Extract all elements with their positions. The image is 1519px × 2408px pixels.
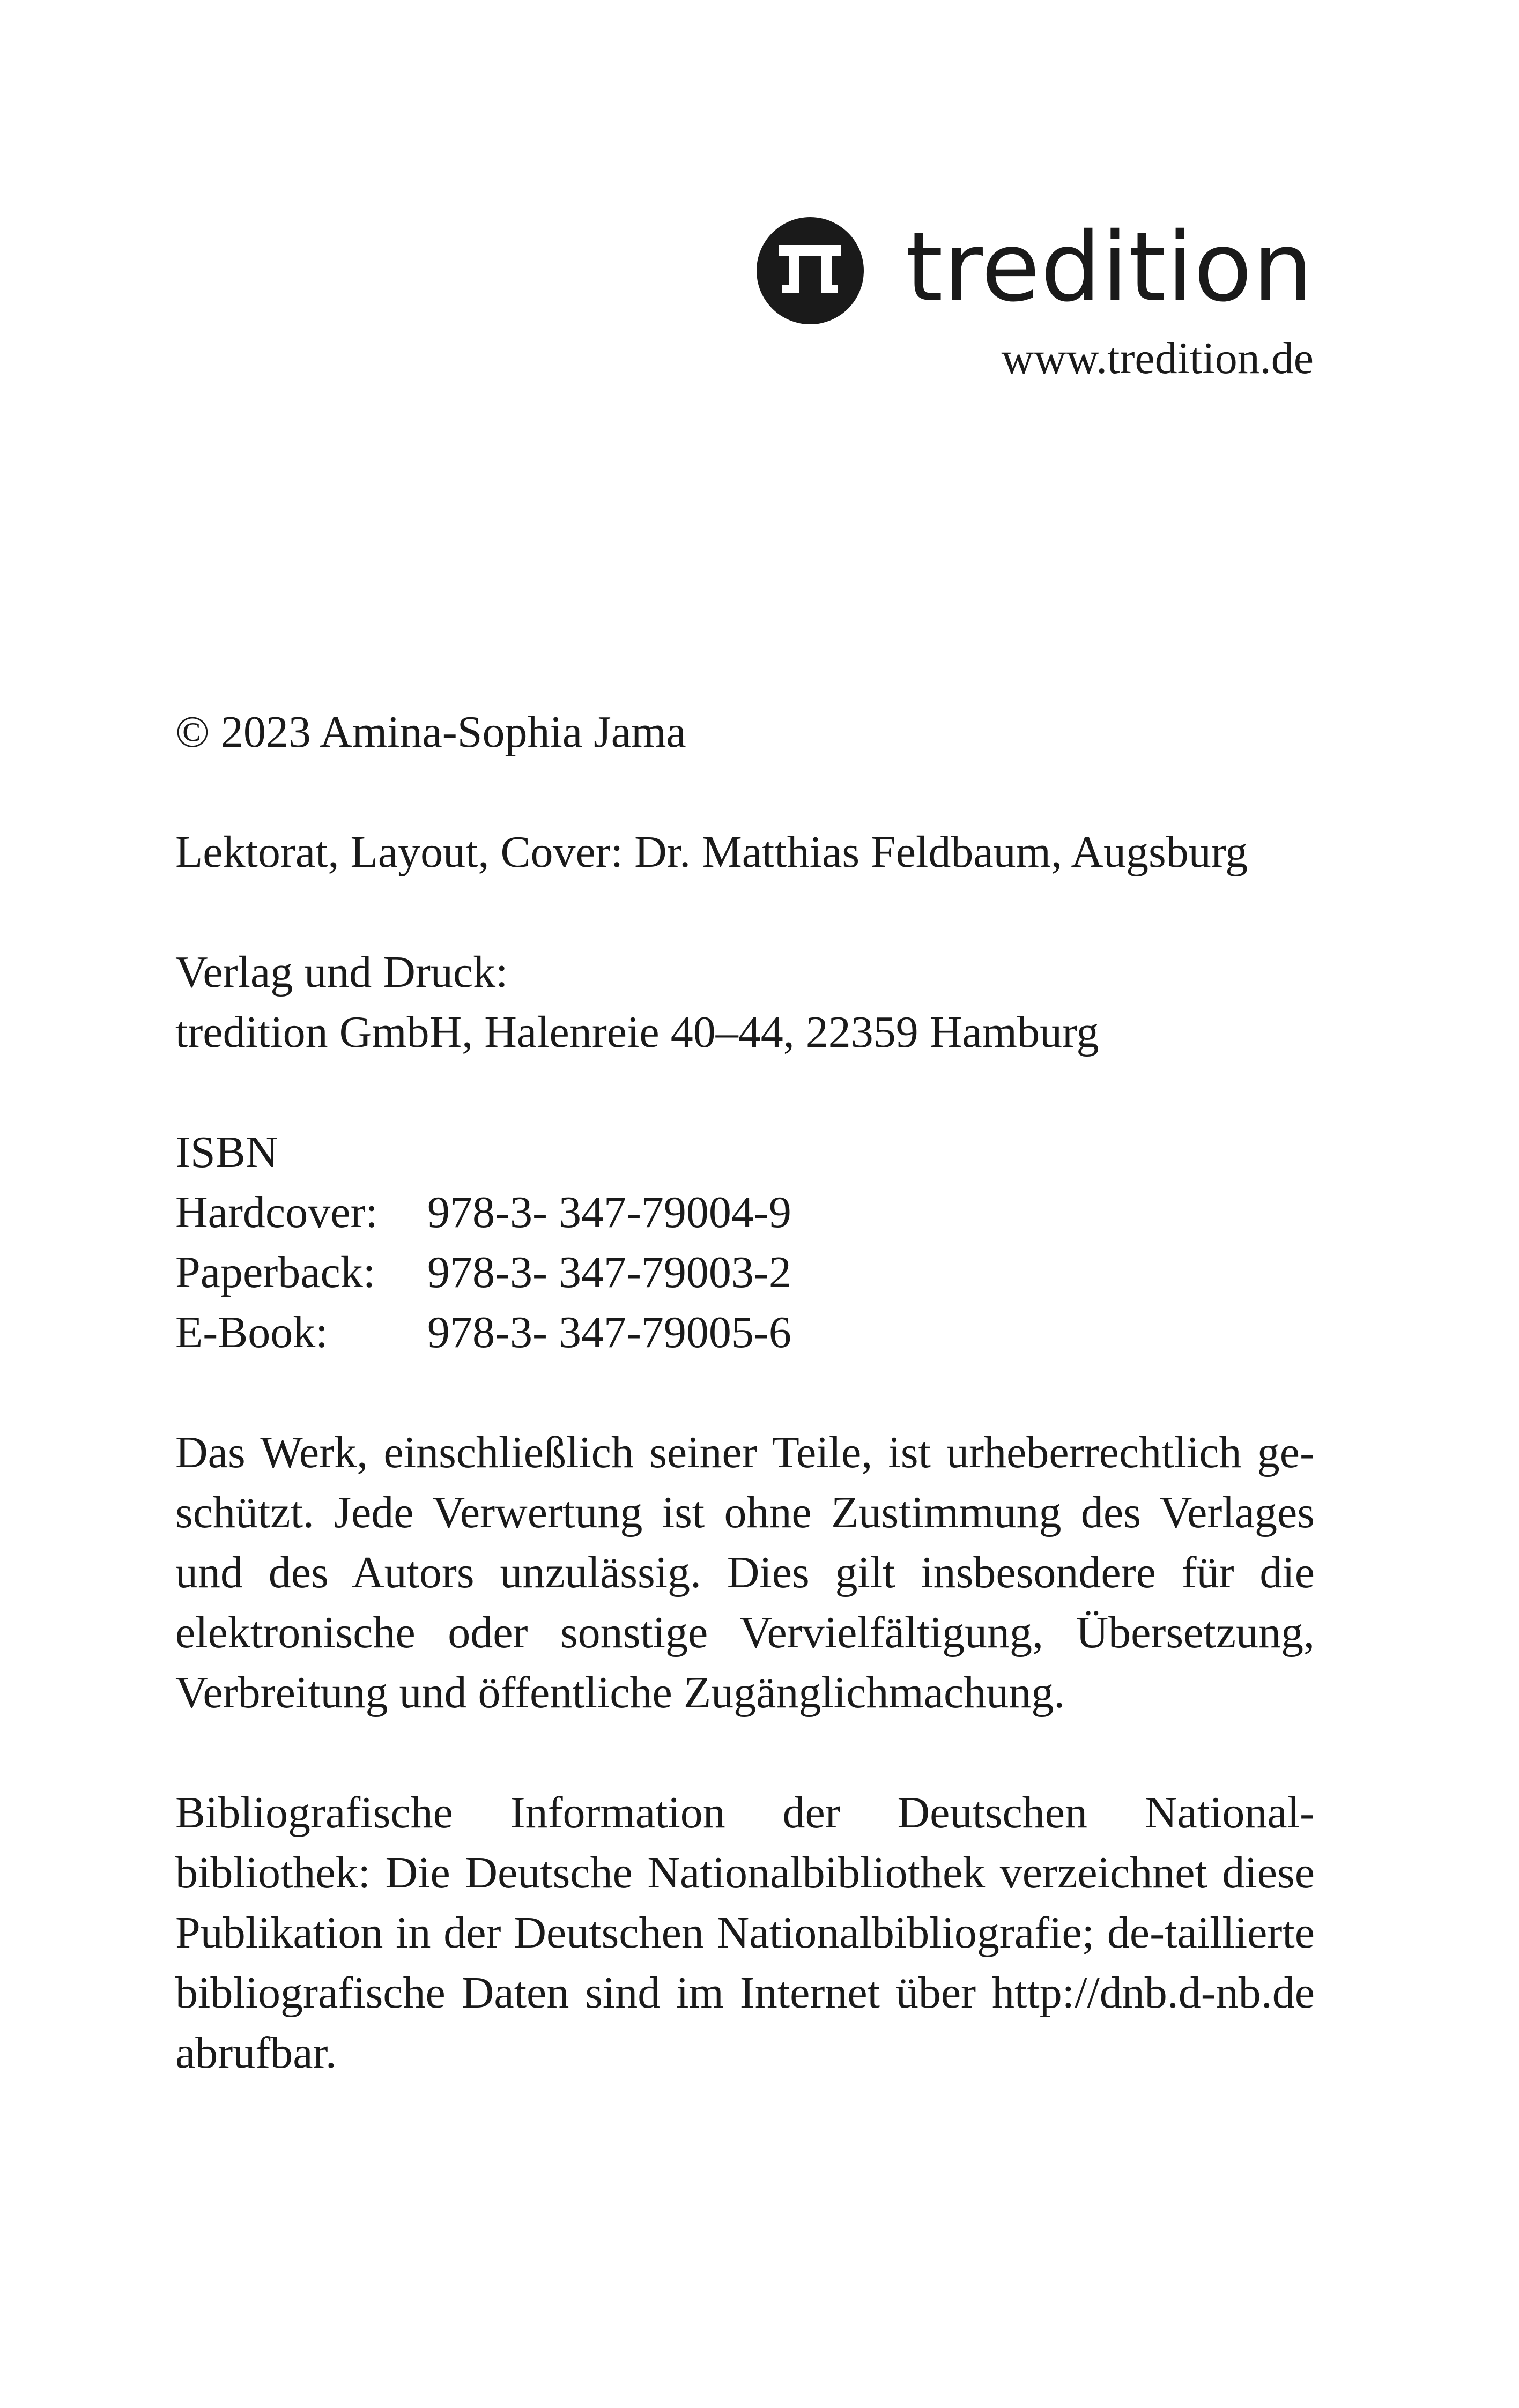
publisher-logo [757, 212, 1314, 324]
isbn-row-hardcover [175, 1183, 1315, 1243]
imprint-text [175, 702, 1315, 2083]
publisher-logo-block [757, 212, 1314, 383]
isbn-row-paperback [175, 1243, 1315, 1303]
isbn-label: Hardcover: [175, 1187, 378, 1237]
isbn-label: Paperback: [175, 1247, 376, 1297]
publisher-url: www.tredition.de [1001, 333, 1314, 383]
isbn-value: 978-3- 347-79005-6 [427, 1307, 791, 1357]
publisher-address: tredition GmbH, Halenreie 40–44, 22359 Hamburg [175, 1007, 1099, 1057]
credits-line: Lektorat, Layout, Cover: Dr. Matthias Feldbaum, Augsburg [175, 827, 1248, 877]
publisher-heading: Verlag und Druck: [175, 947, 508, 997]
isbn-value: 978-3- 347-79004-9 [427, 1187, 791, 1237]
publisher-wordmark: tredition [906, 212, 1314, 323]
isbn-heading: ISBN [175, 1127, 278, 1177]
tredition-logo-icon [757, 217, 864, 324]
isbn-row-ebook [175, 1303, 1315, 1363]
copyright-line: © 2023 Amina-Sophia Jama [175, 707, 686, 757]
bibliographic-notice: Bibliografische Information der Deutschen National-bibliothek: Die Deutsche Nationalbibliothek verzeichnet diese Publikation in der Deutschen Nationalbibliografie; de-taillierte bibliografische Daten sind im Internet über http://dnb.d-nb.de abrufbar. [175, 1788, 1315, 2078]
copyright-notice: Das Werk, einschließlich seiner Teile, ist urheberrechtlich ge-schützt. Jede Verwertung ist ohne Zustimmung des Verlages und des Autors unzulässig. Dies gilt insbesondere für die elektronische oder sonstige Vervielfältigung, Übersetzung, Verbreitung und öffentliche Zugänglichmachung. [175, 1428, 1315, 1718]
isbn-value: 978-3- 347-79003-2 [427, 1247, 791, 1297]
isbn-label: E-Book: [175, 1307, 328, 1357]
